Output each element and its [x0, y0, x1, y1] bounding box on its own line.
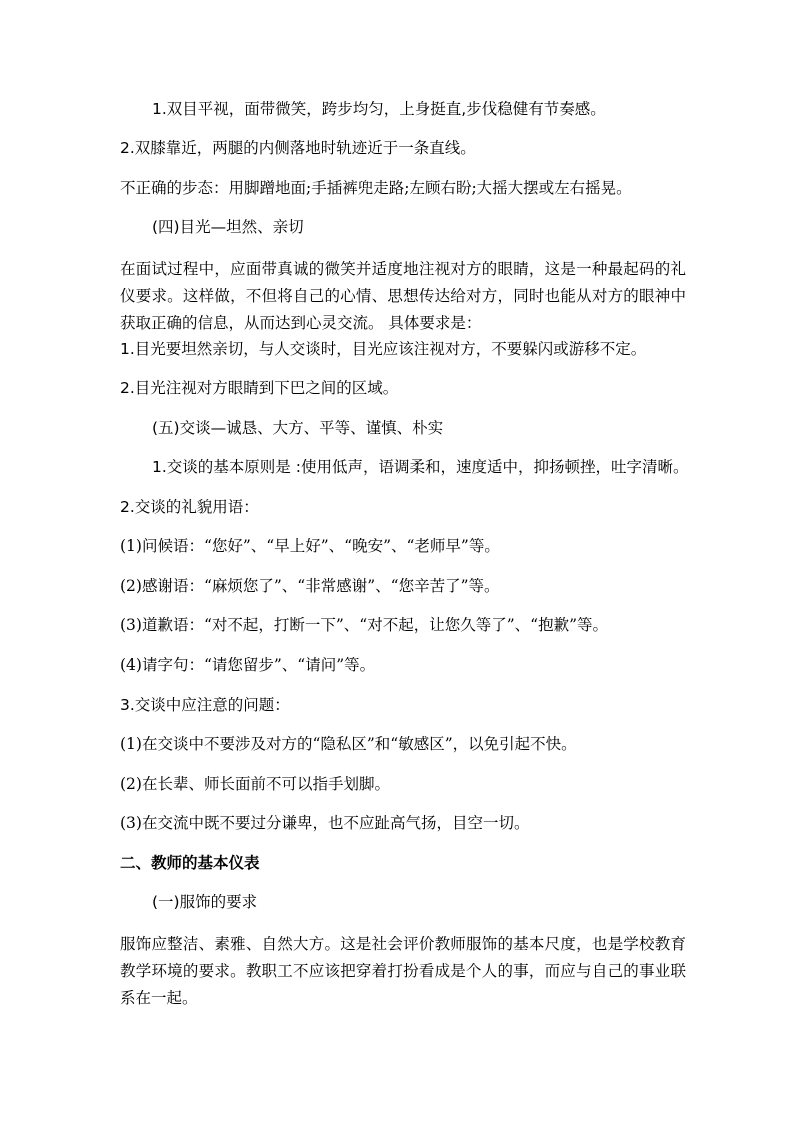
- gait-point-2: 2.双膝靠近，两腿的内侧落地时轨迹近于一条直线。: [120, 139, 476, 157]
- polite-phrase-apology: (3)道歉语：“对不起，打断一下”、“对不起，让您久等了”、“抱歉”等。: [120, 616, 609, 634]
- polite-phrases-heading: 2.交谈的礼貌用语：: [120, 498, 259, 516]
- chapter-heading-appearance: 二、教师的基本仪表: [120, 854, 260, 872]
- dress-paragraph: 服饰应整洁、素雅、自然大方。这是社会评价教师服饰的基本尺度，也是学校教育教学环境的要求。教职工不应该把穿着打扮看成是个人的事，而应与自己的事业联系在一起。: [120, 935, 686, 1007]
- caution-privacy: (1)在交谈中不要涉及对方的“隐私区”和“敏感区”，以免引起不快。: [120, 735, 577, 753]
- gait-point-1: 1.双目平视，面带微笑，跨步均匀，上身挺直,步伐稳健有节奏感。: [152, 100, 606, 118]
- caution-elders: (2)在长辈、师长面前不可以指手划脚。: [120, 775, 390, 793]
- section-heading-dress: (一)服饰的要求: [152, 893, 258, 911]
- caution-humility: (3)在交流中既不要过分谦卑，也不应趾高气扬，目空一切。: [120, 814, 530, 832]
- polite-phrase-thanks: (2)感谢语：“麻烦您了”、“非常感谢”、“您辛苦了”等。: [120, 577, 500, 595]
- gaze-point-1: 1.目光要坦然亲切，与人交谈时，目光应该注视对方，不要躲闪或游移不定。: [120, 340, 647, 358]
- conversation-principle: 1.交谈的基本原则是 :使用低声，语调柔和，速度适中，抑扬顿挫，吐字清晰。: [152, 458, 689, 476]
- section-heading-gaze: (四)目光—坦然、亲切: [152, 218, 304, 236]
- gaze-point-2: 2.目光注视对方眼睛到下巴之间的区域。: [120, 379, 399, 397]
- section-heading-conversation: (五)交谈—诚恳、大方、平等、谨慎、朴实: [152, 419, 444, 437]
- polite-phrase-greetings: (1)问候语：“您好”、“早上好”、“晚安”、“老师早”等。: [120, 537, 500, 555]
- gaze-paragraph: 在面试过程中，应面带真诚的微笑并适度地注视对方的眼睛，这是一种最起码的礼仪要求。这样做，不但将自己的心情、思想传达给对方，同时也能从对方的眼神中获取正确的信息，从而达到心灵交流。 具体要求是：: [120, 260, 686, 332]
- incorrect-gait-text: 不正确的步态：用脚蹭地面;手插裤兜走路;左顾右盼;大摇大摆或左右摇晃。: [120, 179, 632, 197]
- conversation-cautions-heading: 3.交谈中应注意的问题：: [120, 696, 290, 714]
- polite-phrase-please: (4)请字句：“请您留步”、“请问”等。: [120, 656, 376, 674]
